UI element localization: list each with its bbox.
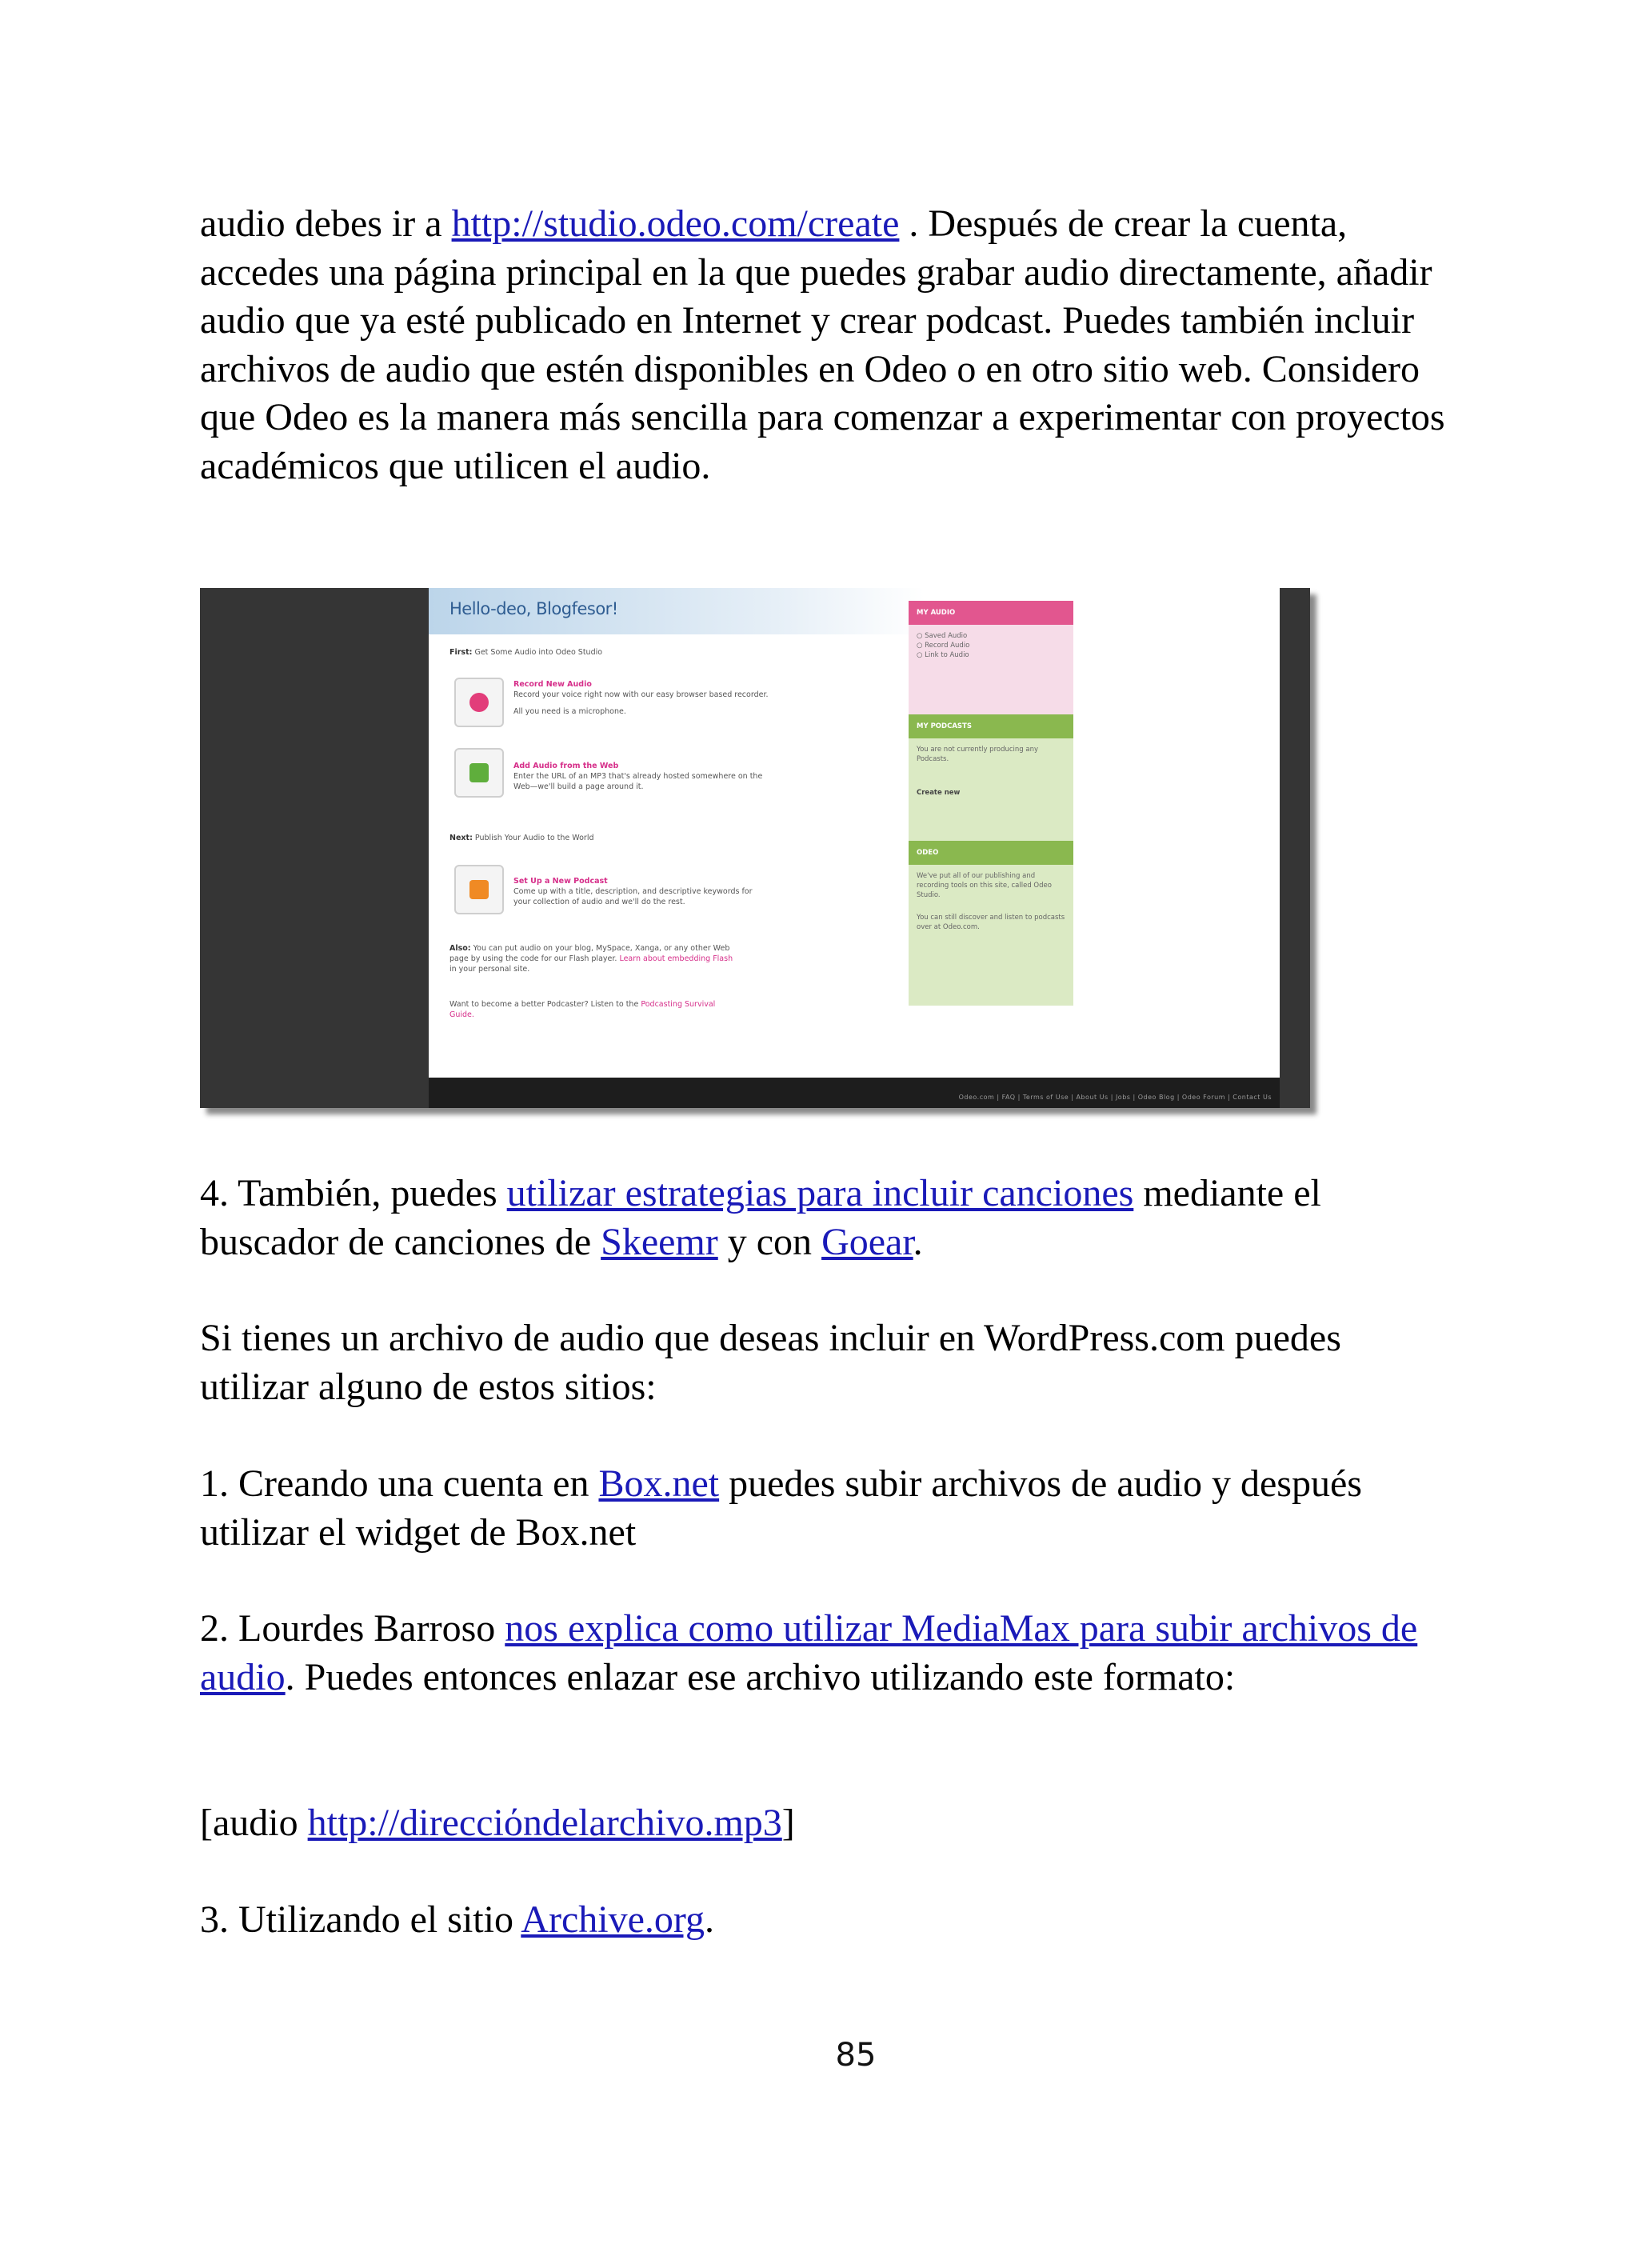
- add-audio-block: [513, 761, 762, 792]
- odeo-box: [909, 841, 1073, 1006]
- next-line: [449, 833, 594, 843]
- add-desc2: Web—we'll build a page around it.: [513, 782, 644, 791]
- paragraph-text: [audio: [200, 1802, 308, 1844]
- next-text: Publish Your Audio to the World: [474, 834, 594, 842]
- odeo-text-2: You can still discover and listen to podcasts over at Odeo.com.: [917, 914, 1065, 931]
- paragraph-text: 1. Creando una cuenta en: [200, 1462, 599, 1505]
- first-text: Get Some Audio into Odeo Studio: [474, 648, 603, 657]
- also-text: You can put audio on your blog, MySpace, Xanga, or any other Web: [473, 944, 730, 953]
- new-podcast-link[interactable]: Set Up a New Podcast: [513, 877, 608, 886]
- greeting-banner: [429, 588, 925, 634]
- my-audio-item-saved[interactable]: ○ Saved Audio: [917, 632, 968, 640]
- next-label: Next:: [449, 834, 473, 842]
- want-text: Want to become a better Podcaster? Listen to the: [449, 1000, 639, 1009]
- record-audio-link[interactable]: Record New Audio: [513, 680, 592, 689]
- record-desc2: All you need is a microphone.: [513, 707, 626, 716]
- paragraph-wordpress: [200, 1314, 1448, 1411]
- also-label: Also:: [449, 944, 471, 953]
- paragraph-text: ]: [781, 1802, 795, 1844]
- paragraph-text: 4. También, puedes: [200, 1172, 507, 1214]
- embedding-flash-link[interactable]: Learn about embedding Flash: [619, 954, 733, 963]
- my-audio-item-link[interactable]: ○ Link to Audio: [917, 651, 969, 659]
- mediamax-link[interactable]: nos explica como utilizar MediaMax para subir archivos de audio: [200, 1607, 1418, 1698]
- paragraph-songs: [200, 1170, 1448, 1266]
- also-block: [449, 943, 733, 974]
- record-icon: [454, 678, 504, 727]
- paragraph-text: 3. Utilizando el sitio: [200, 1898, 521, 1941]
- odeo-window: [429, 588, 1280, 1078]
- my-audio-item-record[interactable]: ○ Record Audio: [917, 642, 970, 650]
- paragraph-mediamax: [200, 1605, 1448, 1702]
- also-text3: in your personal site.: [449, 965, 530, 974]
- paragraph-text: Si tienes un archivo de audio que deseas incluir en WordPress.com puedes utilizar alguno de estos sitios:: [200, 1317, 1341, 1408]
- my-podcasts-box: [909, 714, 1073, 847]
- paragraph-audio-shortcode: [200, 1799, 1448, 1848]
- paragraph-boxnet: [200, 1460, 1448, 1557]
- survival-guide-link-2[interactable]: Guide.: [449, 1010, 474, 1019]
- add-audio-link[interactable]: Add Audio from the Web: [513, 762, 619, 770]
- odeo-footer: [429, 1078, 1280, 1108]
- footer-links[interactable]: Odeo.com | FAQ | Terms of Use | About Us | Jobs | Odeo Blog | Odeo Forum | Contact Us: [958, 1094, 1272, 1101]
- also-text2: page by using the code for our Flash player.: [449, 954, 617, 963]
- strategies-link[interactable]: utilizar estrategias para incluir canciones: [506, 1172, 1134, 1214]
- paragraph-archive: [200, 1896, 1448, 1945]
- paragraph-text: y con: [717, 1220, 822, 1263]
- paragraph-text: audio debes ir a: [200, 202, 452, 245]
- goear-link[interactable]: Goear: [821, 1220, 913, 1263]
- record-block: [513, 679, 769, 717]
- record-desc: Record your voice right now with our easy browser based recorder.: [513, 690, 769, 699]
- survival-guide-link[interactable]: Podcasting Survival: [641, 1000, 716, 1009]
- odeo-text-1: We've put all of our publishing and recording tools on this site, called Odeo Studio.: [917, 872, 1052, 899]
- paragraph-text: . Después de crear la cuenta, accedes una página principal en la que puedes grabar audio directamente, añadir audio que ya esté publicado en Internet y crear podcast. Puedes también incluir archivos de audio que estén disponibles en Odeo o en otro sitio web. Considero que Odeo es la manera más sencilla para comenzar a experimentar con proyectos académicos que utilicen el audio.: [200, 202, 1445, 487]
- add-desc: Enter the URL of an MP3 that's already hosted somewhere on the: [513, 772, 763, 781]
- greeting-text: Hello-deo, Blogfesor!: [449, 599, 618, 618]
- archive-org-link[interactable]: Archive.org: [521, 1898, 705, 1941]
- paragraph-text: 2. Lourdes Barroso: [200, 1607, 505, 1650]
- my-audio-heading: MY AUDIO: [909, 601, 1073, 625]
- create-new-link[interactable]: Create new: [917, 789, 961, 797]
- podcast-desc2: your collection of audio and we'll do the rest.: [513, 898, 685, 906]
- podcast-block: [513, 876, 753, 907]
- paragraph-text: .: [913, 1220, 923, 1263]
- paragraph-text: mediante el buscador de canciones de: [200, 1172, 1321, 1263]
- boxnet-link[interactable]: Box.net: [598, 1462, 720, 1505]
- odeo-studio-screenshot: [200, 588, 1310, 1108]
- my-audio-box: [909, 601, 1073, 716]
- want-block: [449, 999, 715, 1020]
- paragraph-text: .: [705, 1898, 715, 1941]
- podcast-desc: Come up with a title, description, and descriptive keywords for: [513, 887, 753, 896]
- paragraph-text: puedes subir archivos de audio y después utilizar el widget de Box.net: [200, 1462, 1362, 1554]
- first-line: [449, 647, 602, 658]
- my-podcasts-heading: MY PODCASTS: [909, 714, 1073, 738]
- odeo-heading: ODEO: [909, 841, 1073, 865]
- audio-file-link[interactable]: http://direcciόndelarchivo.mp3: [307, 1802, 782, 1844]
- odeo-create-link[interactable]: http://studio.odeo.com/create: [451, 202, 900, 245]
- page-number: 85: [835, 2037, 877, 2074]
- paragraph-odeo-intro: [200, 200, 1448, 490]
- my-podcasts-text: You are not currently producing any Podcasts.: [917, 746, 1039, 763]
- paragraph-text: . Puedes entonces enlazar ese archivo utilizando este formato:: [285, 1655, 1236, 1698]
- rss-icon: [454, 865, 504, 914]
- first-label: First:: [449, 648, 473, 657]
- skeemr-link[interactable]: Skeemr: [601, 1220, 718, 1263]
- add-audio-icon: [454, 748, 504, 798]
